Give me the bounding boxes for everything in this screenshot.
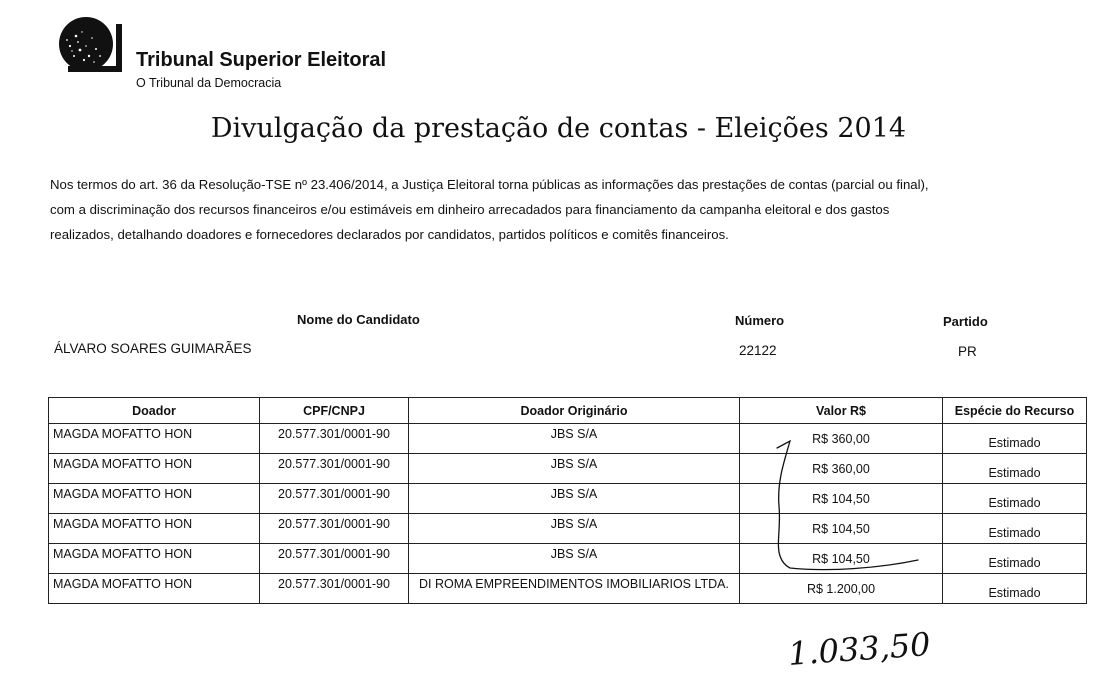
cell-originario: JBS S/A xyxy=(409,454,740,484)
cell-originario: JBS S/A xyxy=(409,544,740,574)
cell-valor: R$ 1.200,00 xyxy=(740,574,943,604)
intro-paragraph xyxy=(50,172,1060,247)
cell-originario: JBS S/A xyxy=(409,484,740,514)
cell-especie: Estimado xyxy=(943,424,1087,454)
candidate-name: ÁLVARO SOARES GUIMARÃES xyxy=(54,341,252,356)
cell-doador: MAGDA MOFATTO HON xyxy=(49,484,260,514)
document-title: Divulgação da prestação de contas - Eleições 2014 xyxy=(210,113,907,144)
table-row xyxy=(49,424,1087,454)
table-row xyxy=(49,454,1087,484)
intro-line: com a discriminação dos recursos financeiros e/ou estimáveis em dinheiro arrecadados para financiamento da campanha eleitoral e dos gastos xyxy=(50,202,890,217)
cell-doador: MAGDA MOFATTO HON xyxy=(49,544,260,574)
cell-especie: Estimado xyxy=(943,484,1087,514)
cell-doador: MAGDA MOFATTO HON xyxy=(49,514,260,544)
table-header-row xyxy=(49,398,1087,424)
cell-valor: R$ 104,50 xyxy=(740,544,943,574)
cell-valor: R$ 104,50 xyxy=(740,484,943,514)
cell-cpf: 20.577.301/0001-90 xyxy=(260,424,409,454)
cell-cpf: 20.577.301/0001-90 xyxy=(260,514,409,544)
tse-logo-icon xyxy=(56,16,126,86)
intro-line: Nos termos do art. 36 da Resolução-TSE nº 23.406/2014, a Justiça Eleitoral torna públicas as informações das prestações de contas (parcial ou final), xyxy=(50,177,929,192)
intro-line: realizados, detalhando doadores e fornecedores declarados por candidatos, partidos políticos e comitês financeiros. xyxy=(50,227,729,242)
table-row xyxy=(49,544,1087,574)
cell-cpf: 20.577.301/0001-90 xyxy=(260,484,409,514)
candidate-name-label: Nome do Candidato xyxy=(297,312,420,327)
cell-valor: R$ 360,00 xyxy=(740,454,943,484)
cell-especie: Estimado xyxy=(943,454,1087,484)
cell-especie: Estimado xyxy=(943,544,1087,574)
candidate-party-label: Partido xyxy=(943,314,988,329)
column-header-especie: Espécie do Recurso xyxy=(943,398,1087,424)
cell-valor: R$ 104,50 xyxy=(740,514,943,544)
donations-table xyxy=(48,397,1087,604)
cell-doador: MAGDA MOFATTO HON xyxy=(49,454,260,484)
cell-originario: JBS S/A xyxy=(409,424,740,454)
column-header-doador: Doador xyxy=(49,398,260,424)
table-row xyxy=(49,484,1087,514)
handwritten-total: 1.033,50 xyxy=(786,625,932,673)
cell-cpf: 20.577.301/0001-90 xyxy=(260,454,409,484)
cell-especie: Estimado xyxy=(943,574,1087,604)
candidate-number-label: Número xyxy=(735,313,785,328)
cell-cpf: 20.577.301/0001-90 xyxy=(260,574,409,604)
cell-originario: JBS S/A xyxy=(409,514,740,544)
cell-valor: R$ 360,00 xyxy=(740,424,943,454)
cell-especie: Estimado xyxy=(943,514,1087,544)
cell-doador: MAGDA MOFATTO HON xyxy=(49,424,260,454)
org-tagline: O Tribunal da Democracia xyxy=(136,76,282,90)
cell-doador: MAGDA MOFATTO HON xyxy=(49,574,260,604)
column-header-cpf-cnpj: CPF/CNPJ xyxy=(260,398,409,424)
table-row xyxy=(49,514,1087,544)
table-row xyxy=(49,574,1087,604)
candidate-number: 22122 xyxy=(739,343,777,358)
column-header-valor: Valor R$ xyxy=(740,398,943,424)
org-name: Tribunal Superior Eleitoral xyxy=(136,49,387,71)
cell-cpf: 20.577.301/0001-90 xyxy=(260,544,409,574)
cell-originario: DI ROMA EMPREENDIMENTOS IMOBILIARIOS LTDA. xyxy=(409,574,740,604)
column-header-doador-originario: Doador Originário xyxy=(409,398,740,424)
candidate-party: PR xyxy=(958,344,977,359)
